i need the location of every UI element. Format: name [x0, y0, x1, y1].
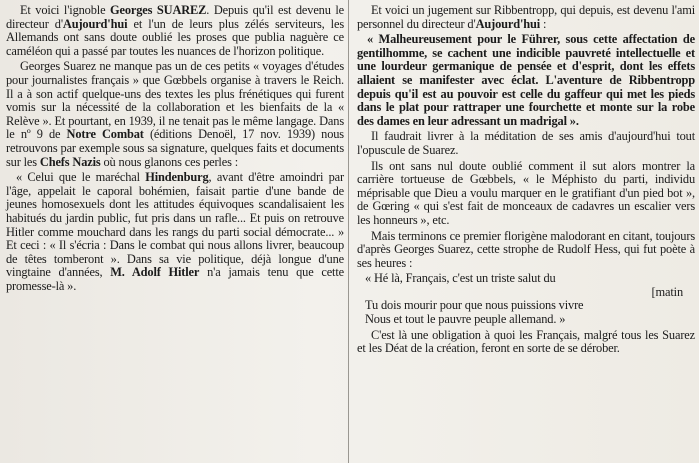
name-hindenburg: Hindenburg [145, 170, 209, 185]
right-column [357, 4, 695, 463]
paragraph-voyages: Georges Suarez ne manque pas un de ces petits « voyages d'études pour journalistes français » que Gœbbels organise à travers le Reich. Il a à son actif quelque-uns des textes les plus frénétiques qui furent vomis sur la nécessité de la collaboration et les bienfaits de la « Relève ». Et pourtant, en 1939, il ne tenait pas le même langage. Dans le nº 9 de Notre Combat (éditions Denoël, 17 nov. 1939) nous retrouvons par exemple sous sa signature, quelques faits et documents sur les Chefs Nazis où nous glanons ces perles : [6, 59, 344, 169]
paragraph-ribbentropp-quote: « Malheureusement pour le Führer, sous cette affectation de gentilhomme, se cachent une indicible pauvreté intellectuelle et une lourdeur germanique de pensée et d'esprit, dont les effets allaient se manifester avec éclat. L'aventure de Ribbentropp depuis qu'il est au pouvoir est celle du gaffeur qui met les pieds dans le plat pour rattraper une fourchette et monte sur la robe des dames en leur adressant un madrigal ». [357, 32, 695, 128]
newspaper-name: Aujourd'hui [62, 16, 128, 31]
verse-line-1: « Hé là, Français, c'est un triste salut du [365, 271, 556, 286]
newspaper-name-right: Aujourd'hui [475, 16, 541, 31]
chefs-nazis: Chefs Nazis [39, 154, 101, 169]
paragraph-conclusion: C'est là une obligation à quoi les Français, malgré tous les Suarez et les Déat de la création, feront en sorte de se dérober. [357, 327, 695, 356]
paragraph-suarez-intro: Et voici l'ignoble Georges SUAREZ. Depuis qu'il est devenu le directeur d'Aujourd'hui et l'un de leurs plus zélés serviteurs, les Allemands ont sans doute oublié les proses que publia naguère ce caméléon qui a passé par toutes les nuances de l'horizon politique. [6, 3, 344, 58]
verse-line-1-cont: [matin [651, 284, 683, 299]
paragraph-ribbentropp-intro: Et voici un jugement sur Ribbentropp, qui depuis, est devenu l'ami personnel du directeur d'Aujourd'hui : [357, 3, 695, 31]
paragraph-hitler-quote: « Celui que le maréchal Hindenburg, avant d'être amoindri par l'âge, appelait le caporal bohémien, faisait partie d'une bande de jeunes homosexuels dont les attitudes équivoques scandalisaient les habitués du jardin public, fut pris dans un rafle... Et puis on retrouve Hitler comme mouchard dans les rangs du parti social démocrate... » Et ceci : « Il s'écria : Dans le combat qui nous allons livrer, beaucoup de têtes tomberont ». Dans sa vie politique, déjà longue d'une vingtaine d'années, M. Adolf Hitler n'a jamais tenu que cette promesse-là ». [6, 170, 344, 293]
paragraph-meditation: Il faudrait livrer à la méditation de ses amis d'aujourd'hui tout l'opuscule de Suarez. [357, 129, 695, 157]
paragraph-hess-intro: Mais terminons ce premier florigène malodorant en citant, toujours d'après Georges Suarez, cette strophe de Rudolf Hess, qui fut poète à ses heures : [357, 228, 695, 270]
left-column [6, 4, 344, 463]
journal-name: Notre Combat [66, 127, 144, 142]
verse-line-3: Nous et tout le pauvre peuple allemand. » [365, 312, 566, 327]
hess-verse [357, 272, 695, 326]
name-georges-suarez: Georges SUAREZ [110, 3, 207, 17]
paragraph-goebbels: Ils ont sans nul doute oublié comment il sut alors montrer la carrière tortueuse de Gœbbels, « le Méphisto du parti, individu méprisable que Dieu a voulu marquer en le gratifiant d'un pied bot », de Gœring « qui s'est fait de monceaux de cadavres un escalier vers les honneurs », etc. [357, 158, 695, 227]
verse-line-2: Tu dois mourir pour que nous puissions vivre [365, 298, 584, 313]
name-adolf-hitler: M. Adolf Hitler [110, 265, 200, 280]
column-divider [348, 0, 349, 463]
